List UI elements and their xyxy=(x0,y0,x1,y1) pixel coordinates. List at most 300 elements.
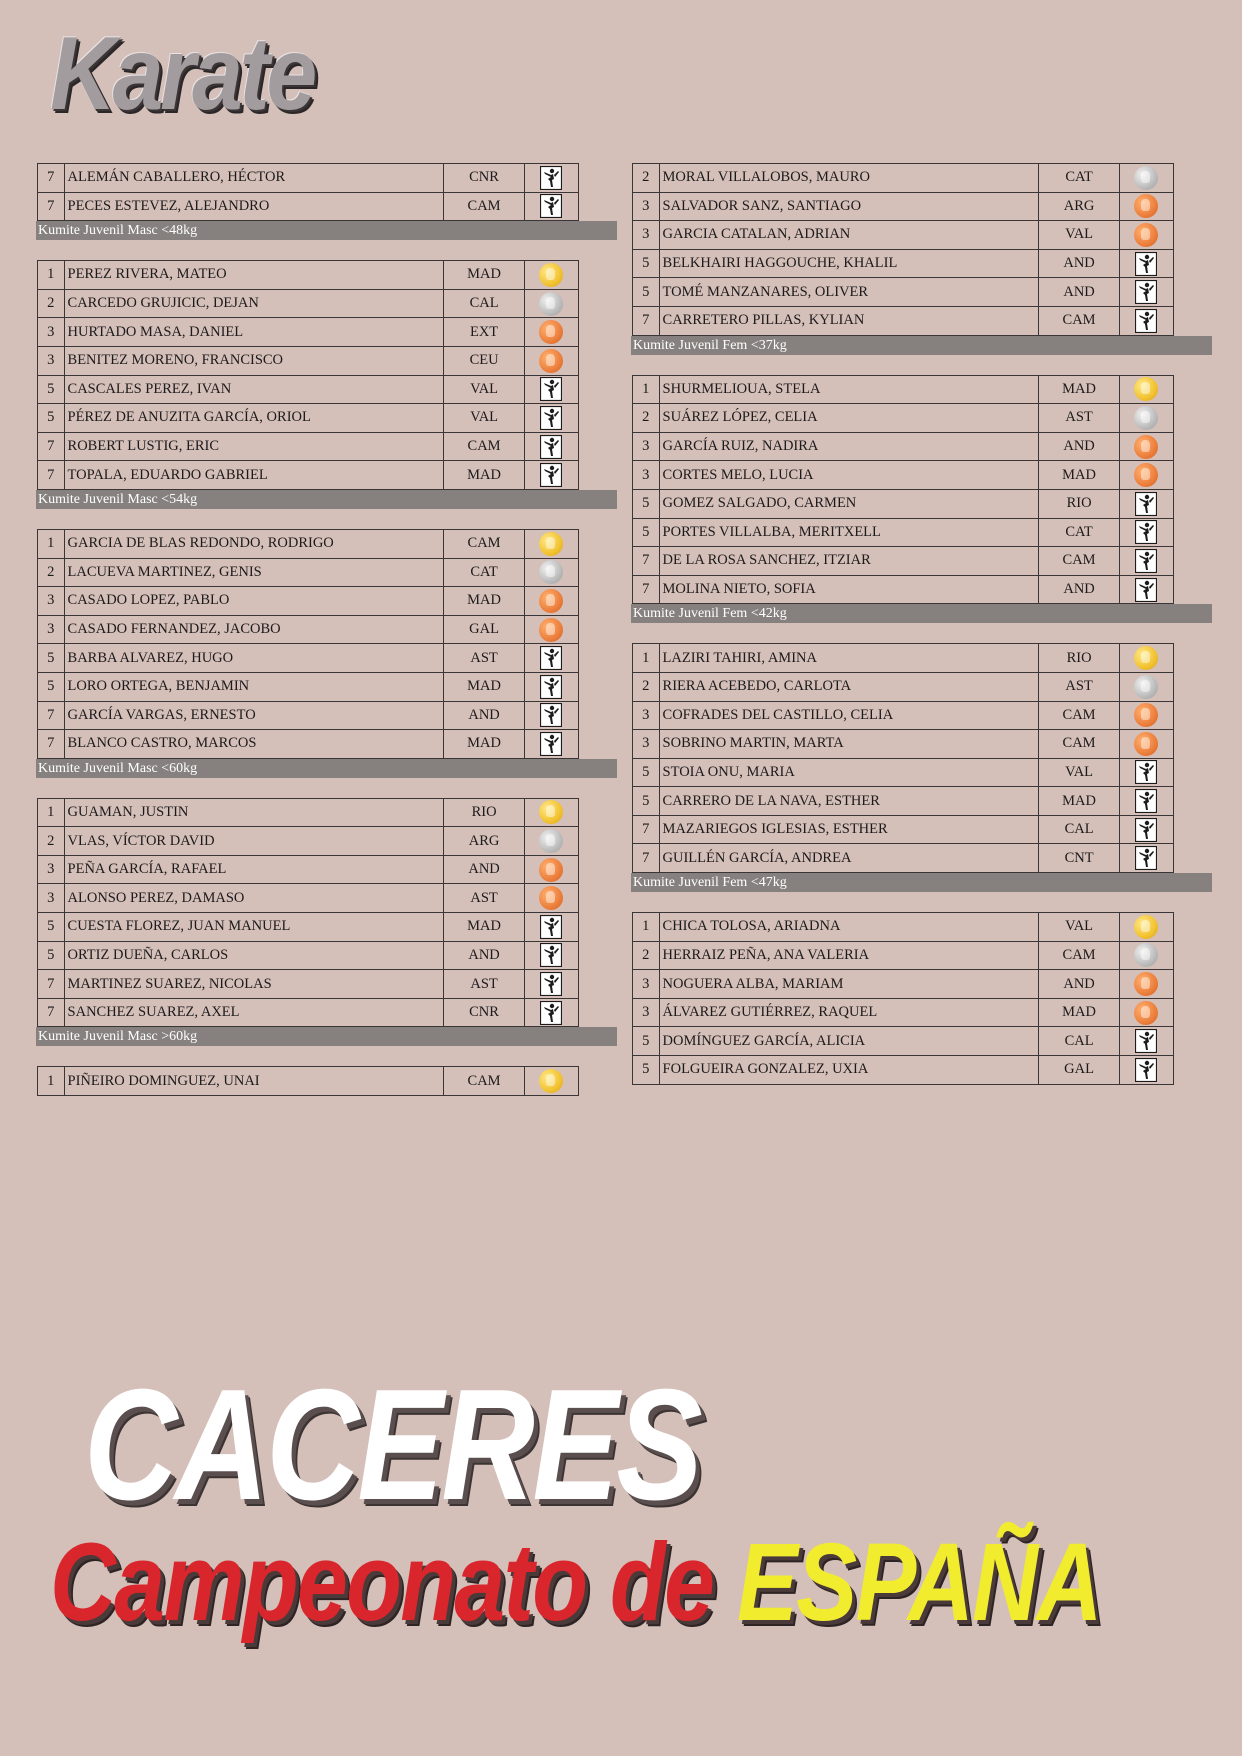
city-title: CACERES xyxy=(84,1357,701,1533)
table-row xyxy=(633,375,1174,404)
award-cell xyxy=(1119,970,1173,999)
position-cell: 3 xyxy=(38,346,65,375)
competitor-name-cell: MOLINA NIETO, SOFIA xyxy=(659,575,1039,604)
table-row xyxy=(633,701,1174,730)
silver-medal-icon xyxy=(539,292,563,316)
table-row xyxy=(38,529,579,558)
competitor-name-cell: BELKHAIRI HAGGOUCHE, KHALIL xyxy=(659,249,1039,278)
table-row xyxy=(633,489,1174,518)
bronze-medal-icon xyxy=(1134,194,1158,218)
karate-kick-icon xyxy=(540,972,562,996)
position-cell: 7 xyxy=(38,730,65,759)
position-cell: 3 xyxy=(633,461,660,490)
award-cell xyxy=(524,192,578,221)
award-cell xyxy=(1119,575,1173,604)
award-cell xyxy=(1119,278,1173,307)
position-cell: 2 xyxy=(38,289,65,318)
position-cell: 2 xyxy=(38,827,65,856)
competitor-name-cell: NOGUERA ALBA, MARIAM xyxy=(659,970,1039,999)
position-cell: 5 xyxy=(633,1056,660,1085)
results-table xyxy=(632,375,1174,605)
competitor-name-cell: CARRETERO PILLAS, KYLIAN xyxy=(659,306,1039,335)
competitor-name-cell: MAZARIEGOS IGLESIAS, ESTHER xyxy=(659,815,1039,844)
competitor-name-cell: CHICA TOLOSA, ARIADNA xyxy=(659,913,1039,942)
position-cell: 3 xyxy=(38,318,65,347)
position-cell: 3 xyxy=(633,221,660,250)
team-cell: AND xyxy=(1039,249,1120,278)
team-cell: GAL xyxy=(444,615,525,644)
position-cell: 5 xyxy=(38,672,65,701)
position-cell: 7 xyxy=(38,970,65,999)
award-cell xyxy=(1119,221,1173,250)
competitor-name-cell: ROBERT LUSTIG, ERIC xyxy=(64,432,444,461)
table-row xyxy=(633,913,1174,942)
team-cell: CAL xyxy=(1039,1027,1120,1056)
position-cell: 5 xyxy=(633,518,660,547)
bronze-medal-icon xyxy=(1134,435,1158,459)
award-cell xyxy=(524,941,578,970)
team-cell: CAM xyxy=(444,432,525,461)
award-cell xyxy=(524,587,578,616)
results-table xyxy=(632,912,1174,1085)
award-cell xyxy=(524,346,578,375)
competitor-name-cell: SOBRINO MARTIN, MARTA xyxy=(659,730,1039,759)
karate-kick-icon xyxy=(1135,789,1157,813)
table-row xyxy=(38,587,579,616)
results-table xyxy=(632,163,1174,336)
position-cell: 7 xyxy=(633,306,660,335)
section-gap xyxy=(37,509,637,529)
competitor-name-cell: SANCHEZ SUAREZ, AXEL xyxy=(64,998,444,1027)
bronze-medal-icon xyxy=(539,618,563,642)
table-row xyxy=(38,432,579,461)
award-cell xyxy=(524,672,578,701)
championship-title-part2: ESPAÑA xyxy=(736,1521,1101,1644)
table-row xyxy=(38,644,579,673)
award-cell xyxy=(1119,701,1173,730)
bronze-medal-icon xyxy=(1134,732,1158,756)
team-cell: CNR xyxy=(444,998,525,1027)
karate-kick-icon xyxy=(540,675,562,699)
team-cell: CAM xyxy=(444,1067,525,1096)
team-cell: AST xyxy=(444,644,525,673)
table-row xyxy=(633,221,1174,250)
position-cell: 3 xyxy=(633,970,660,999)
gold-medal-icon xyxy=(539,532,563,556)
award-cell xyxy=(524,164,578,193)
table-row xyxy=(633,192,1174,221)
karate-kick-icon xyxy=(1135,280,1157,304)
competitor-name-cell: PORTES VILLALBA, MERITXELL xyxy=(659,518,1039,547)
section-gap xyxy=(37,1046,637,1066)
team-cell: RIO xyxy=(1039,489,1120,518)
position-cell: 7 xyxy=(633,547,660,576)
competitor-name-cell: SALVADOR SANZ, SANTIAGO xyxy=(659,192,1039,221)
team-cell: ARG xyxy=(444,827,525,856)
results-table xyxy=(632,643,1174,873)
position-cell: 5 xyxy=(633,1027,660,1056)
position-cell: 3 xyxy=(633,730,660,759)
award-cell xyxy=(524,615,578,644)
championship-title-part1: Campeonato de xyxy=(50,1521,714,1644)
category-header: Kumite Juvenil Masc <54kg xyxy=(36,490,617,509)
table-row xyxy=(633,672,1174,701)
competitor-name-cell: GARCIA CATALAN, ADRIAN xyxy=(659,221,1039,250)
competitor-name-cell: ÁLVAREZ GUTIÉRREZ, RAQUEL xyxy=(659,998,1039,1027)
competitor-name-cell: GARCÍA VARGAS, ERNESTO xyxy=(64,701,444,730)
category-header: Kumite Juvenil Fem <37kg xyxy=(631,336,1212,355)
team-cell: AND xyxy=(444,941,525,970)
award-cell xyxy=(524,529,578,558)
team-cell: MAD xyxy=(444,587,525,616)
category-header: Kumite Juvenil Fem <47kg xyxy=(631,873,1212,892)
competitor-name-cell: CORTES MELO, LUCIA xyxy=(659,461,1039,490)
section-gap xyxy=(632,623,1232,643)
gold-medal-icon xyxy=(539,1069,563,1093)
competitor-name-cell: LACUEVA MARTINEZ, GENIS xyxy=(64,558,444,587)
competitor-name-cell: LORO ORTEGA, BENJAMIN xyxy=(64,672,444,701)
table-row xyxy=(633,730,1174,759)
bronze-medal-icon xyxy=(539,320,563,344)
team-cell: AND xyxy=(1039,575,1120,604)
position-cell: 7 xyxy=(38,192,65,221)
competitor-name-cell: DOMÍNGUEZ GARCÍA, ALICIA xyxy=(659,1027,1039,1056)
award-cell xyxy=(1119,998,1173,1027)
competitor-name-cell: PÉREZ DE ANUZITA GARCÍA, ORIOL xyxy=(64,404,444,433)
table-row xyxy=(38,998,579,1027)
competitor-name-cell: RIERA ACEBEDO, CARLOTA xyxy=(659,672,1039,701)
position-cell: 2 xyxy=(633,941,660,970)
team-cell: EXT xyxy=(444,318,525,347)
position-cell: 7 xyxy=(38,164,65,193)
karate-kick-icon xyxy=(1135,520,1157,544)
karate-kick-icon xyxy=(540,1001,562,1025)
position-cell: 7 xyxy=(38,701,65,730)
silver-medal-icon xyxy=(539,560,563,584)
table-row xyxy=(38,730,579,759)
award-cell xyxy=(1119,672,1173,701)
table-row xyxy=(38,970,579,999)
award-cell xyxy=(524,261,578,290)
award-cell xyxy=(524,432,578,461)
position-cell: 3 xyxy=(38,855,65,884)
award-cell xyxy=(524,1067,578,1096)
position-cell: 2 xyxy=(633,164,660,193)
award-cell xyxy=(524,701,578,730)
award-cell xyxy=(1119,730,1173,759)
table-row xyxy=(38,375,579,404)
competitor-name-cell: TOMÉ MANZANARES, OLIVER xyxy=(659,278,1039,307)
karate-kick-icon xyxy=(1135,1058,1157,1082)
position-cell: 1 xyxy=(38,798,65,827)
team-cell: ARG xyxy=(1039,192,1120,221)
karate-kick-icon xyxy=(540,194,562,218)
table-row xyxy=(633,249,1174,278)
table-row xyxy=(633,306,1174,335)
award-cell xyxy=(1119,644,1173,673)
section-gap xyxy=(37,778,637,798)
competitor-name-cell: CARRERO DE LA NAVA, ESTHER xyxy=(659,787,1039,816)
karate-kick-icon xyxy=(1135,846,1157,870)
competitor-name-cell: SHURMELIOUA, STELA xyxy=(659,375,1039,404)
table-row xyxy=(633,1027,1174,1056)
competitor-name-cell: CUESTA FLOREZ, JUAN MANUEL xyxy=(64,913,444,942)
award-cell xyxy=(1119,249,1173,278)
competitor-name-cell: VLAS, VÍCTOR DAVID xyxy=(64,827,444,856)
results-table xyxy=(37,529,579,759)
competitor-name-cell: GUAMAN, JUSTIN xyxy=(64,798,444,827)
competitor-name-cell: GARCÍA RUIZ, NADIRA xyxy=(659,432,1039,461)
team-cell: CAM xyxy=(444,192,525,221)
award-cell xyxy=(524,798,578,827)
karate-kick-icon xyxy=(1135,760,1157,784)
table-row xyxy=(633,815,1174,844)
award-cell xyxy=(1119,1056,1173,1085)
team-cell: CAT xyxy=(444,558,525,587)
table-row xyxy=(633,644,1174,673)
bronze-medal-icon xyxy=(1134,972,1158,996)
award-cell xyxy=(1119,404,1173,433)
table-row xyxy=(38,1067,579,1096)
silver-medal-icon xyxy=(1134,675,1158,699)
team-cell: AST xyxy=(1039,672,1120,701)
bronze-medal-icon xyxy=(1134,223,1158,247)
gold-medal-icon xyxy=(1134,915,1158,939)
award-cell xyxy=(1119,489,1173,518)
competitor-name-cell: LAZIRI TAHIRI, AMINA xyxy=(659,644,1039,673)
competitor-name-cell: PEÑA GARCÍA, RAFAEL xyxy=(64,855,444,884)
table-row xyxy=(633,844,1174,873)
results-table xyxy=(37,1066,579,1096)
team-cell: MAD xyxy=(1039,787,1120,816)
position-cell: 2 xyxy=(633,404,660,433)
bronze-medal-icon xyxy=(1134,1001,1158,1025)
award-cell xyxy=(524,827,578,856)
karate-kick-icon xyxy=(540,435,562,459)
team-cell: CAT xyxy=(1039,518,1120,547)
karate-kick-icon xyxy=(540,377,562,401)
position-cell: 3 xyxy=(633,432,660,461)
team-cell: MAD xyxy=(444,461,525,490)
position-cell: 2 xyxy=(38,558,65,587)
karate-kick-icon xyxy=(540,703,562,727)
position-cell: 1 xyxy=(38,261,65,290)
team-cell: AND xyxy=(1039,432,1120,461)
karate-kick-icon xyxy=(540,915,562,939)
karate-kick-icon xyxy=(1135,309,1157,333)
karate-kick-icon xyxy=(540,646,562,670)
position-cell: 5 xyxy=(38,644,65,673)
award-cell xyxy=(1119,1027,1173,1056)
team-cell: MAD xyxy=(444,913,525,942)
table-row xyxy=(38,318,579,347)
position-cell: 5 xyxy=(38,913,65,942)
award-cell xyxy=(1119,461,1173,490)
table-row xyxy=(38,941,579,970)
competitor-name-cell: ALONSO PEREZ, DAMASO xyxy=(64,884,444,913)
team-cell: AST xyxy=(1039,404,1120,433)
category-header: Kumite Juvenil Fem <42kg xyxy=(631,604,1212,623)
team-cell: CAM xyxy=(1039,306,1120,335)
competitor-name-cell: GOMEZ SALGADO, CARMEN xyxy=(659,489,1039,518)
position-cell: 5 xyxy=(633,249,660,278)
section-gap xyxy=(632,892,1232,912)
team-cell: MAD xyxy=(444,261,525,290)
award-cell xyxy=(524,855,578,884)
competitor-name-cell: MARTINEZ SUAREZ, NICOLAS xyxy=(64,970,444,999)
results-table xyxy=(37,260,579,490)
competitor-name-cell: GUILLÉN GARCÍA, ANDREA xyxy=(659,844,1039,873)
table-row xyxy=(38,558,579,587)
award-cell xyxy=(524,461,578,490)
competitor-name-cell: MORAL VILLALOBOS, MAURO xyxy=(659,164,1039,193)
position-cell: 7 xyxy=(38,998,65,1027)
karate-logo: Karate xyxy=(50,16,314,132)
category-header: Kumite Juvenil Masc >60kg xyxy=(36,1027,617,1046)
results-table xyxy=(37,798,579,1028)
gold-medal-icon xyxy=(539,263,563,287)
championship-title xyxy=(50,1521,1101,1644)
award-cell xyxy=(524,404,578,433)
table-row xyxy=(38,164,579,193)
table-row xyxy=(633,432,1174,461)
team-cell: MAD xyxy=(1039,998,1120,1027)
team-cell: CAM xyxy=(1039,941,1120,970)
results-column-left xyxy=(37,163,637,1096)
table-row xyxy=(38,404,579,433)
award-cell xyxy=(1119,192,1173,221)
award-cell xyxy=(524,998,578,1027)
award-cell xyxy=(1119,164,1173,193)
position-cell: 5 xyxy=(633,278,660,307)
position-cell: 1 xyxy=(633,644,660,673)
table-row xyxy=(38,346,579,375)
karate-kick-icon xyxy=(540,406,562,430)
bronze-medal-icon xyxy=(539,858,563,882)
karate-kick-icon xyxy=(1135,578,1157,602)
position-cell: 1 xyxy=(38,529,65,558)
award-cell xyxy=(524,970,578,999)
competitor-name-cell: DE LA ROSA SANCHEZ, ITZIAR xyxy=(659,547,1039,576)
award-cell xyxy=(1119,306,1173,335)
table-row xyxy=(38,701,579,730)
table-row xyxy=(38,289,579,318)
gold-medal-icon xyxy=(1134,646,1158,670)
competitor-name-cell: CASCALES PEREZ, IVAN xyxy=(64,375,444,404)
position-cell: 1 xyxy=(633,913,660,942)
competitor-name-cell: PECES ESTEVEZ, ALEJANDRO xyxy=(64,192,444,221)
position-cell: 7 xyxy=(633,844,660,873)
table-row xyxy=(633,941,1174,970)
team-cell: VAL xyxy=(1039,913,1120,942)
category-header: Kumite Juvenil Masc <60kg xyxy=(36,759,617,778)
table-row xyxy=(633,547,1174,576)
table-row xyxy=(633,278,1174,307)
position-cell: 3 xyxy=(633,701,660,730)
award-cell xyxy=(1119,844,1173,873)
award-cell xyxy=(1119,518,1173,547)
team-cell: CEU xyxy=(444,346,525,375)
table-row xyxy=(38,827,579,856)
team-cell: CNT xyxy=(1039,844,1120,873)
team-cell: AND xyxy=(444,855,525,884)
bronze-medal-icon xyxy=(539,886,563,910)
table-row xyxy=(38,672,579,701)
position-cell: 5 xyxy=(633,489,660,518)
team-cell: CAM xyxy=(1039,730,1120,759)
team-cell: VAL xyxy=(1039,758,1120,787)
karate-kick-icon xyxy=(1135,492,1157,516)
karate-kick-icon xyxy=(1135,1029,1157,1053)
position-cell: 3 xyxy=(633,998,660,1027)
table-row xyxy=(38,261,579,290)
silver-medal-icon xyxy=(1134,943,1158,967)
table-row xyxy=(38,798,579,827)
team-cell: MAD xyxy=(1039,375,1120,404)
table-row xyxy=(38,192,579,221)
team-cell: CAM xyxy=(1039,701,1120,730)
team-cell: GAL xyxy=(1039,1056,1120,1085)
section-gap xyxy=(37,240,637,260)
table-row xyxy=(38,615,579,644)
team-cell: AND xyxy=(1039,278,1120,307)
table-row xyxy=(633,575,1174,604)
competitor-name-cell: STOIA ONU, MARIA xyxy=(659,758,1039,787)
competitor-name-cell: PEREZ RIVERA, MATEO xyxy=(64,261,444,290)
award-cell xyxy=(524,730,578,759)
position-cell: 1 xyxy=(633,375,660,404)
team-cell: CAL xyxy=(1039,815,1120,844)
competitor-name-cell: BENITEZ MORENO, FRANCISCO xyxy=(64,346,444,375)
award-cell xyxy=(1119,787,1173,816)
competitor-name-cell: BARBA ALVAREZ, HUGO xyxy=(64,644,444,673)
competitor-name-cell: BLANCO CASTRO, MARCOS xyxy=(64,730,444,759)
competitor-name-cell: GARCIA DE BLAS REDONDO, RODRIGO xyxy=(64,529,444,558)
karate-kick-icon xyxy=(540,732,562,756)
team-cell: MAD xyxy=(444,730,525,759)
position-cell: 7 xyxy=(633,815,660,844)
team-cell: CAM xyxy=(444,529,525,558)
table-row xyxy=(38,884,579,913)
team-cell: CAM xyxy=(1039,547,1120,576)
table-row xyxy=(633,998,1174,1027)
team-cell: VAL xyxy=(444,375,525,404)
award-cell xyxy=(524,884,578,913)
bronze-medal-icon xyxy=(539,589,563,613)
table-row xyxy=(633,787,1174,816)
table-row xyxy=(633,461,1174,490)
position-cell: 3 xyxy=(38,884,65,913)
table-row xyxy=(38,855,579,884)
karate-kick-icon xyxy=(540,463,562,487)
silver-medal-icon xyxy=(539,829,563,853)
table-row xyxy=(38,461,579,490)
award-cell xyxy=(1119,547,1173,576)
results-table xyxy=(37,163,579,221)
bronze-medal-icon xyxy=(539,349,563,373)
award-cell xyxy=(524,318,578,347)
team-cell: VAL xyxy=(1039,221,1120,250)
competitor-name-cell: SUÁREZ LÓPEZ, CELIA xyxy=(659,404,1039,433)
award-cell xyxy=(524,644,578,673)
competitor-name-cell: TOPALA, EDUARDO GABRIEL xyxy=(64,461,444,490)
team-cell: CAL xyxy=(444,289,525,318)
team-cell: AST xyxy=(444,970,525,999)
competitor-name-cell: COFRADES DEL CASTILLO, CELIA xyxy=(659,701,1039,730)
bronze-medal-icon xyxy=(1134,703,1158,727)
position-cell: 7 xyxy=(633,575,660,604)
team-cell: CNR xyxy=(444,164,525,193)
